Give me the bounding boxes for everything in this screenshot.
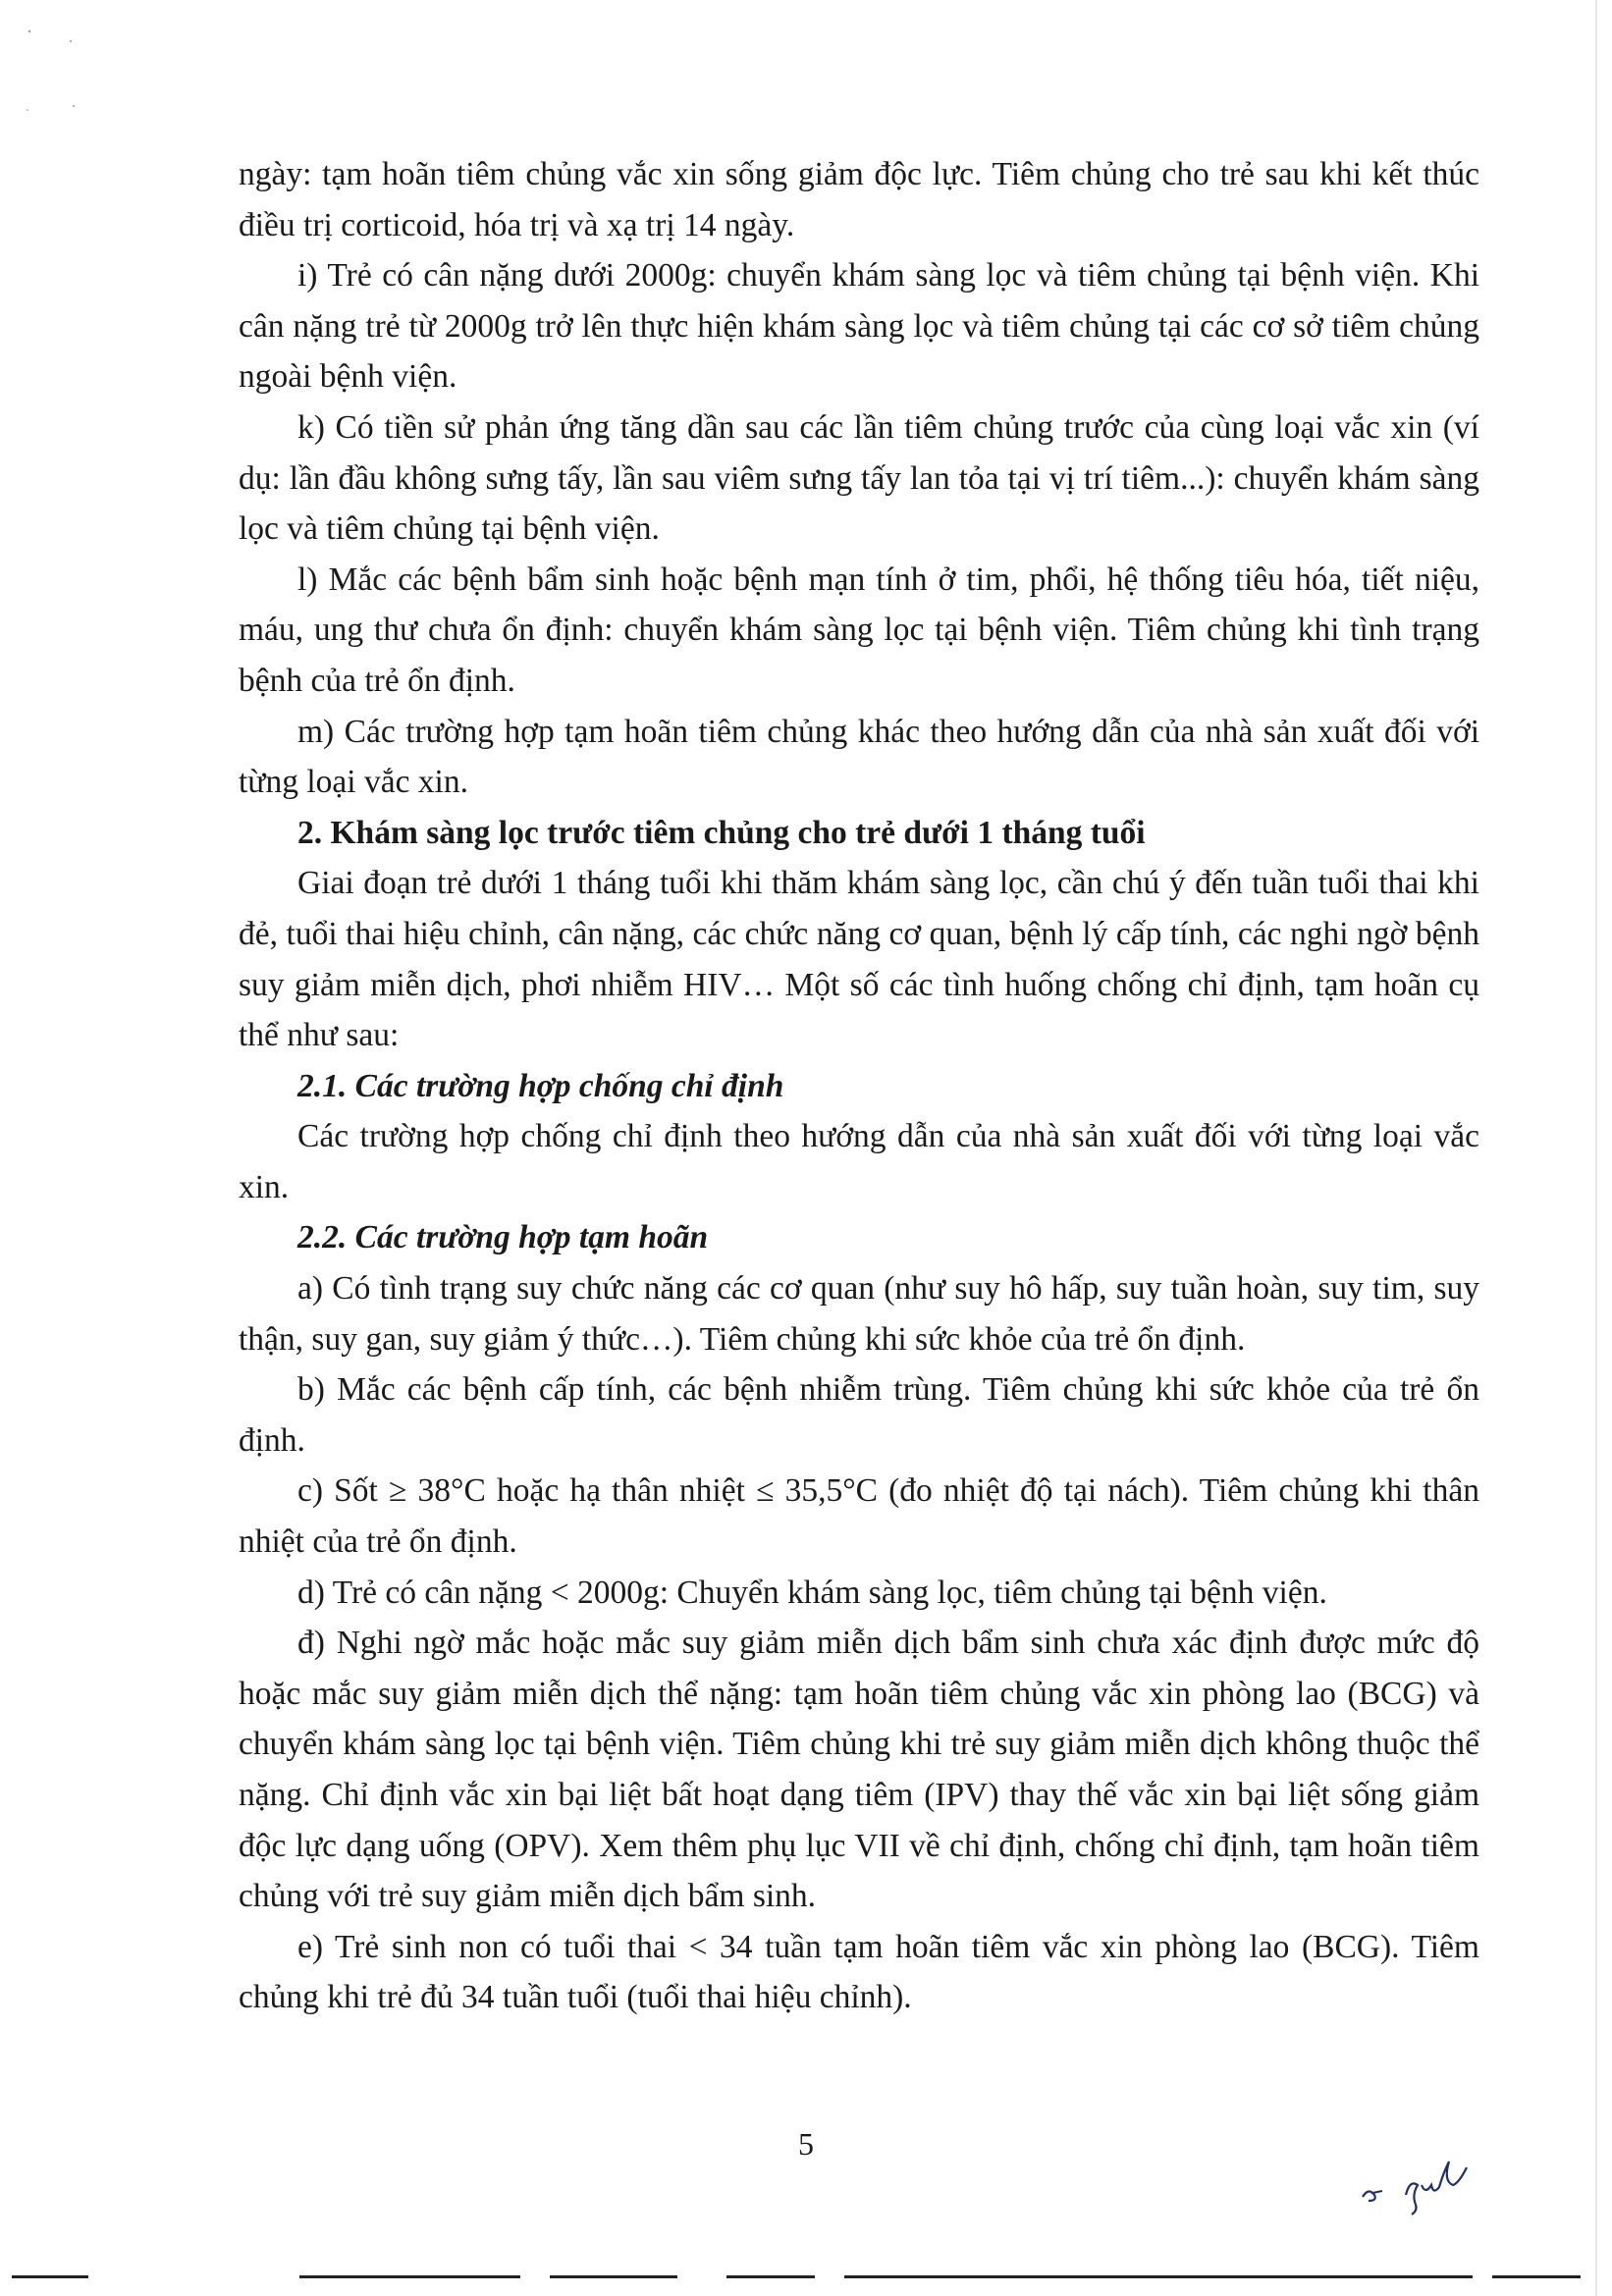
paragraph-2-2-c: c) Sốt ≥ 38°C hoặc hạ thân nhiệt ≤ 35,5°C (đo nhiệt độ tại nách). Tiêm chủng khi thân nhiệt của trẻ ổn định. (239, 1472, 1479, 1561)
footer-rule-6 (1492, 2275, 1581, 2278)
page-number: 5 (798, 2126, 814, 2162)
scan-edge (1595, 0, 1597, 2296)
paragraph-item-m: m) Các trường hợp tạm hoãn tiêm chủng khác theo hướng dẫn của nhà sản xuất đối với từng loại vắc xin. (239, 713, 1479, 801)
paragraph-continuation: ngày: tạm hoãn tiêm chủng vắc xin sống giảm độc lực. Tiêm chủng cho trẻ sau khi kết thúc điều trị corticoid, hóa trị và xạ trị 14 ngày. (239, 156, 1479, 243)
page-body (239, 149, 1479, 2023)
paragraph-2-1: Các trường hợp chống chỉ định theo hướng dẫn của nhà sản xuất đối với từng loại vắc xin. (239, 1118, 1479, 1205)
subheading-2-2: 2.2. Các trường hợp tạm hoãn (297, 1219, 709, 1256)
handwritten-initials (1355, 2150, 1502, 2218)
paragraph-2-2-e: e) Trẻ sinh non có tuổi thai < 34 tuần tạm hoãn tiêm vắc xin phòng lao (BCG). Tiêm chủng khi trẻ đủ 34 tuần tuổi (tuổi thai hiệu chỉnh). (239, 1928, 1479, 2016)
scan-specks (20, 20, 98, 118)
subheading-2-1: 2.1. Các trường hợp chống chỉ định (297, 1067, 784, 1104)
paragraph-section-2-intro: Giai đoạn trẻ dưới 1 tháng tuổi khi thăm khám sàng lọc, cần chú ý đến tuần tuổi thai khi đẻ, tuổi thai hiệu chỉnh, cân nặng, các chức năng cơ quan, bệnh lý cấp tính, các nghi ngờ bệnh suy giảm miễn dịch, phơi nhiễm HIV… Một số các tình huống chống chỉ định, tạm hoãn cụ thể như sau: (239, 865, 1479, 1054)
footer-rule-4 (726, 2275, 815, 2278)
footer-rule-1 (12, 2275, 88, 2278)
paragraph-2-2-a: a) Có tình trạng suy chức năng các cơ quan (như suy hô hấp, suy tuần hoàn, suy tim, suy thận, suy gan, suy giảm ý thức…). Tiêm chủng khi sức khỏe của trẻ ổn định. (239, 1270, 1479, 1358)
footer-rule-5 (844, 2275, 1473, 2278)
paragraph-2-2-d: d) Trẻ có cân nặng < 2000g: Chuyển khám sàng lọc, tiêm chủng tại bệnh viện. (297, 1574, 1327, 1611)
paragraph-2-2-b: b) Mắc các bệnh cấp tính, các bệnh nhiễm trùng. Tiêm chủng khi sức khỏe của trẻ ổn định. (239, 1371, 1479, 1459)
paragraph-item-i: i) Trẻ có cân nặng dưới 2000g: chuyển khám sàng lọc và tiêm chủng tại bệnh viện. Khi cân nặng trẻ từ 2000g trở lên thực hiện khám sàng lọc và tiêm chủng tại các cơ sở tiêm chủng ngoài bệnh viện. (239, 257, 1479, 396)
paragraph-item-k: k) Có tiền sử phản ứng tăng dần sau các lần tiêm chủng trước của cùng loại vắc xin (ví dụ: lần đầu không sưng tấy, lần sau viêm sưng tấy lan tỏa tại vị trí tiêm...): chuyển khám sàng lọc và tiêm chủng tại bệnh viện. (239, 408, 1479, 548)
paragraph-item-l: l) Mắc các bệnh bẩm sinh hoặc bệnh mạn tính ở tim, phổi, hệ thống tiêu hóa, tiết niệu, máu, ung thư chưa ổn định: chuyển khám sàng lọc tại bệnh viện. Tiêm chủng khi tình trạng bệnh của trẻ ổn định. (239, 561, 1479, 699)
footer-rule-2 (299, 2275, 520, 2278)
paragraph-2-2-dd: đ) Nghi ngờ mắc hoặc mắc suy giảm miễn dịch bẩm sinh chưa xác định được mức độ hoặc mắc suy giảm miễn dịch thể nặng: tạm hoãn tiêm chủng vắc xin phòng lao (BCG) và chuyển khám sàng lọc tại bệnh viện. Tiêm chủng khi trẻ suy giảm miễn dịch không thuộc thể nặng. Chỉ định vắc xin bại liệt bất hoạt dạng tiêm (IPV) thay thế vắc xin bại liệt sống giảm độc lực dạng uống (OPV). Xem thêm phụ lục VII về chỉ định, chống chỉ định, tạm hoãn tiêm chủng với trẻ suy giảm miễn dịch bẩm sinh. (239, 1625, 1479, 1915)
footer-rule-3 (550, 2275, 677, 2278)
section-heading-2: 2. Khám sàng lọc trước tiêm chủng cho trẻ dưới 1 tháng tuổi (297, 814, 1146, 851)
